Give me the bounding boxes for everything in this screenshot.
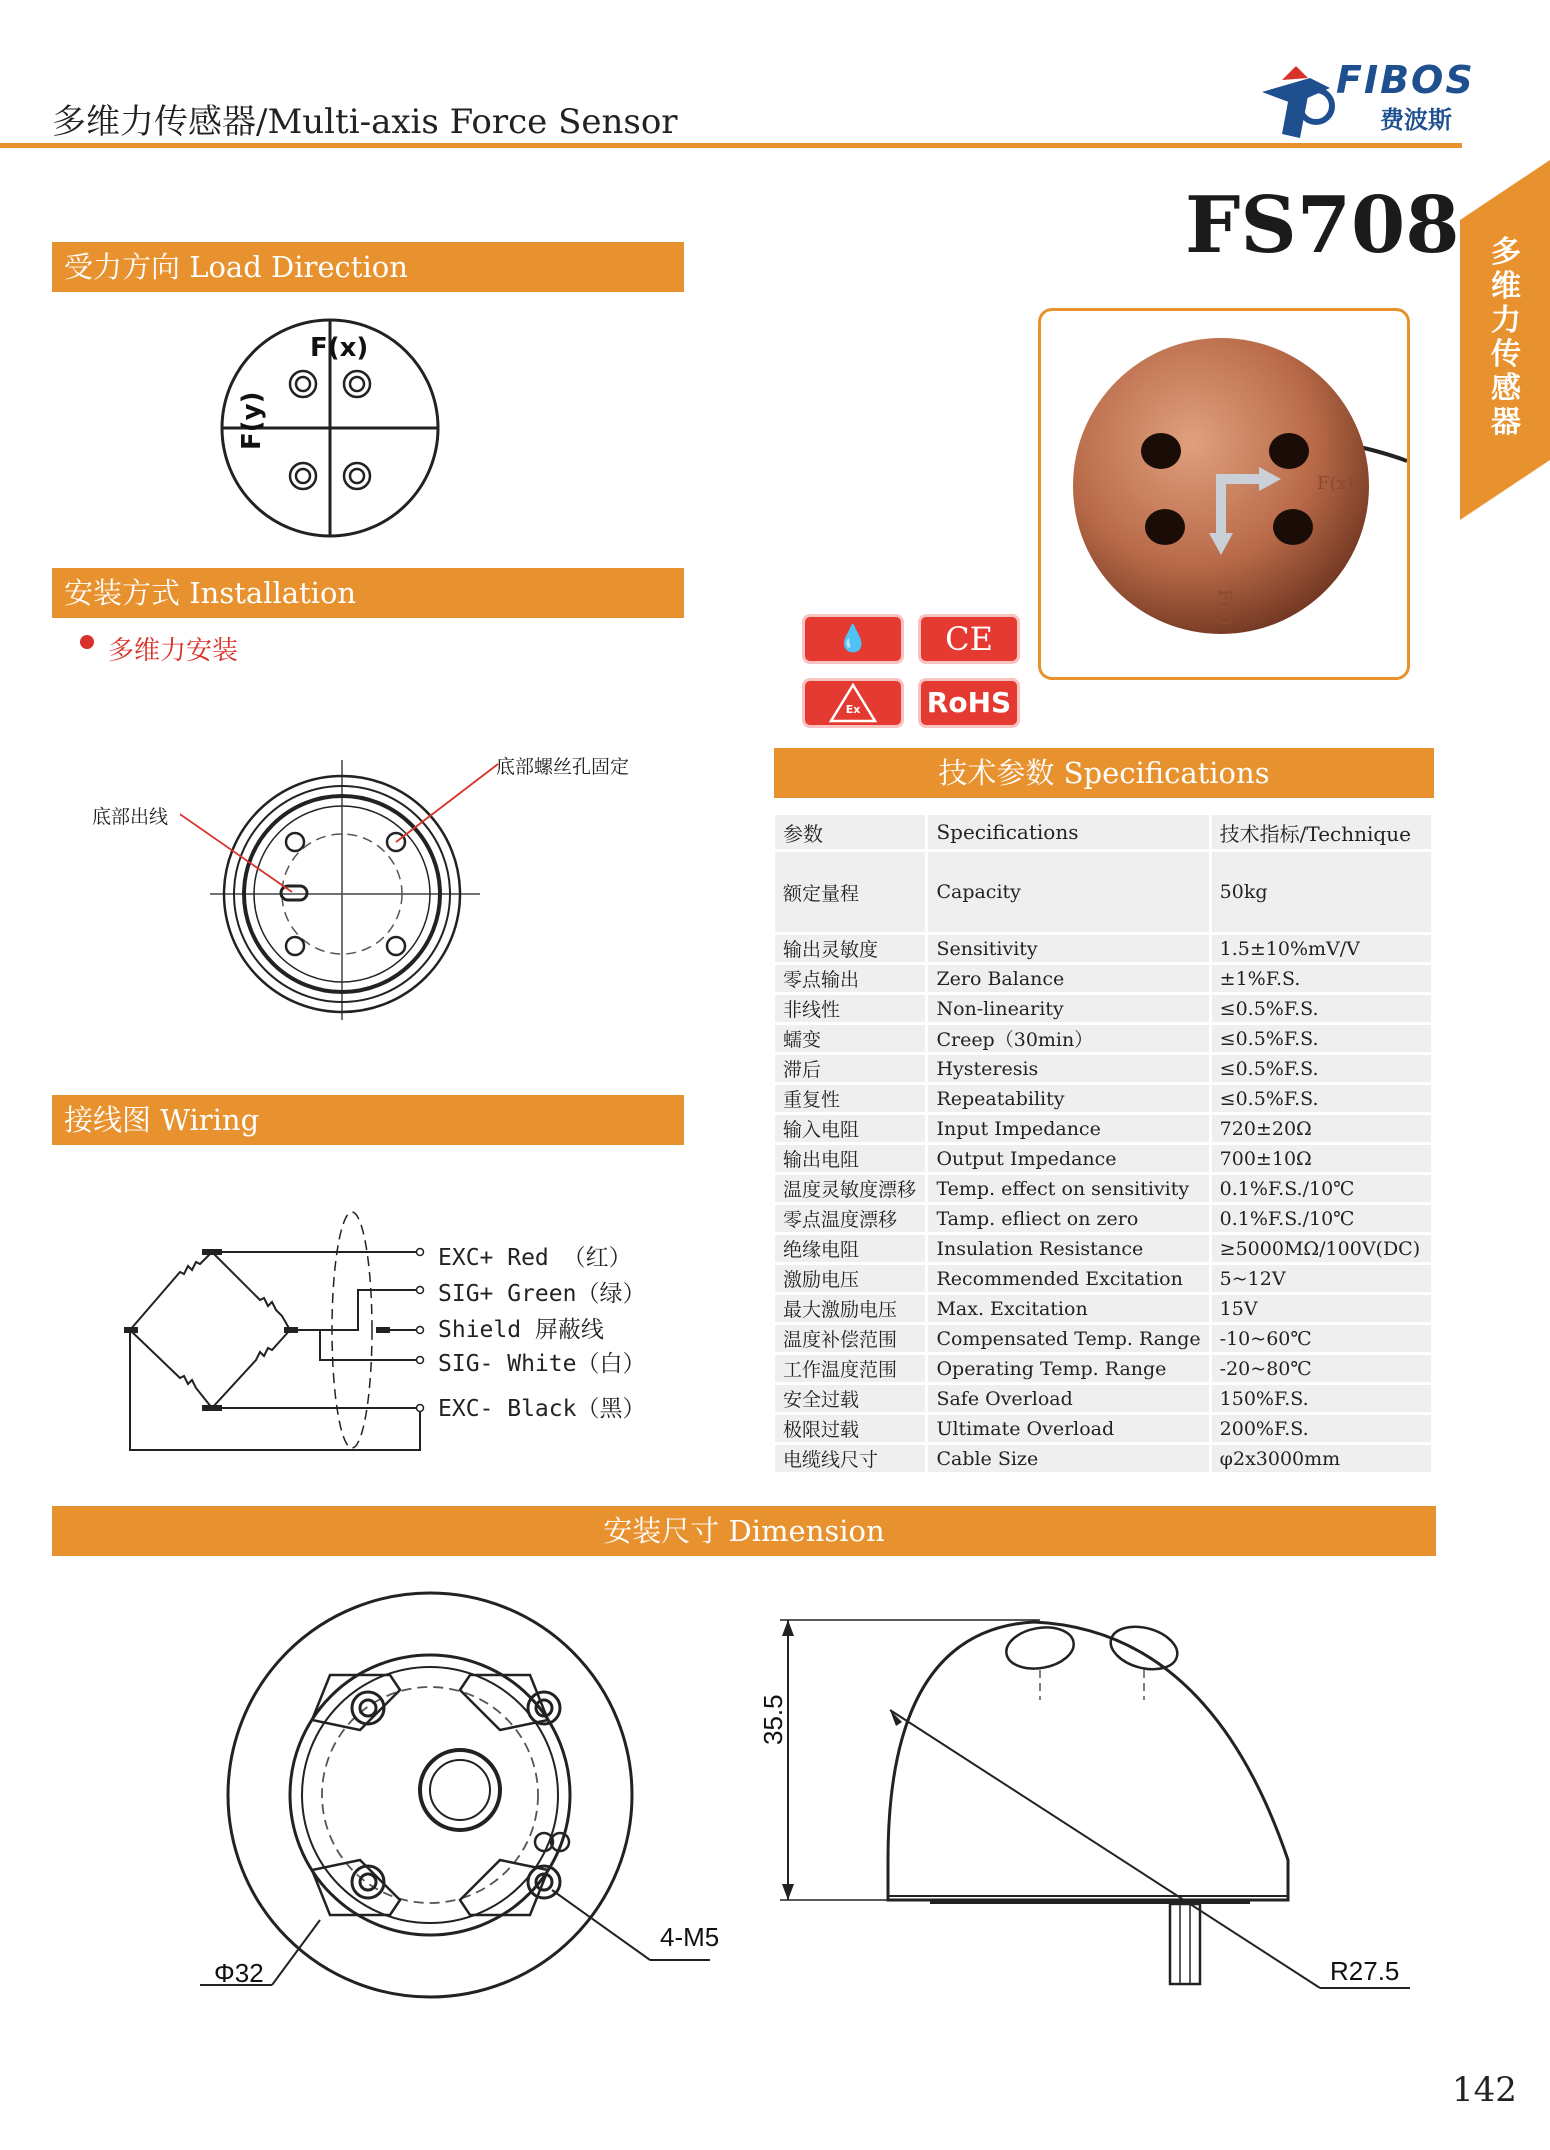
spec-cell-en: Sensitivity [928,935,1208,962]
spec-cell-en: Tamp. efliect on zero [928,1205,1208,1232]
spec-cell-cn: 温度补偿范围 [775,1325,925,1352]
product-photo [1041,311,1407,677]
spec-cell-cn: 输出电阻 [775,1145,925,1172]
product-photo-frame [1038,308,1410,680]
spec-cell-en: Zero Balance [928,965,1208,992]
table-row [775,1205,1431,1232]
callout-bottom-holes: 底部螺丝孔固定 [496,756,630,778]
spec-cell-value: 5~12V [1212,1265,1431,1292]
dimension-diameter-label: Φ32 [214,1958,264,1988]
spec-cell-value: 700±10Ω [1212,1145,1431,1172]
bullet-dot [80,635,94,649]
spec-cell-en: Capacity [928,852,1208,932]
dimension-side-view [780,1610,1420,2000]
table-row [775,1385,1431,1412]
spec-cell-value: 0.1%F.S./10℃ [1212,1175,1431,1202]
spec-cell-value: ≥5000MΩ/100V(DC) [1212,1235,1431,1262]
table-row [775,1175,1431,1202]
dimension-height-label: 35.5 [758,1694,788,1745]
page-title: 多维力传感器/Multi-axis Force Sensor [52,102,678,142]
table-row [775,1235,1431,1262]
photo-fy-label: F(y) [1214,589,1235,626]
spec-cell-en: Operating Temp. Range [928,1355,1208,1382]
section-wiring: 接线图 Wiring [52,1095,684,1145]
spec-cell-cn: 非线性 [775,995,925,1022]
spec-cell-value: ≤0.5%F.S. [1212,1055,1431,1082]
section-installation: 安装方式 Installation [52,568,684,618]
spec-cell-cn: 输出灵敏度 [775,935,925,962]
ip65-badge [802,614,904,664]
spec-cell-en: Safe Overload [928,1385,1208,1412]
page-number: 142 [1452,2070,1517,2110]
table-row [775,1145,1431,1172]
table-row [775,965,1431,992]
spec-cell-value: -20~80℃ [1212,1355,1431,1382]
spec-cell-value: ≤0.5%F.S. [1212,1085,1431,1112]
table-row [775,1325,1431,1352]
spec-cell-en: Hysteresis [928,1055,1208,1082]
spec-cell-en: Input Impedance [928,1115,1208,1142]
spec-cell-cn: 零点输出 [775,965,925,992]
table-row [775,1265,1431,1292]
spec-cell-en: Non-linearity [928,995,1208,1022]
table-row [775,935,1431,962]
dimension-radius-label: R27.5 [1330,1956,1400,1986]
ex-badge [802,678,904,728]
header-rule [0,143,1462,148]
table-row [775,852,1431,932]
ex-label: Ex [845,703,861,716]
spec-table [772,812,1434,1475]
installation-bullet: 多维力安装 [108,636,239,666]
spec-cell-en: Recommended Excitation [928,1265,1208,1292]
side-tab-label: 多维力传感器 [1491,235,1521,440]
table-row [775,1355,1431,1382]
wire-label-sig-plus: SIG+ Green（绿） [438,1281,646,1307]
dimension-top-view [200,1590,740,2010]
spec-cell-en: Insulation Resistance [928,1235,1208,1262]
spec-cell-cn: 额定量程 [775,852,925,932]
spec-header-spec: Specifications [928,815,1208,849]
table-row [775,1445,1431,1472]
spec-cell-value: ≤0.5%F.S. [1212,1025,1431,1052]
spec-cell-value: 50kg [1212,852,1431,932]
logo-cn-text: 费波斯 [1380,106,1452,134]
spec-cell-value: 0.1%F.S./10℃ [1212,1205,1431,1232]
spec-cell-value: 1.5±10%mV/V [1212,935,1431,962]
spec-cell-cn: 最大激励电压 [775,1295,925,1322]
logo-text: FIBOS [1336,58,1475,102]
table-row [775,1295,1431,1322]
spec-cell-cn: 输入电阻 [775,1115,925,1142]
water-drop-icon: 💧 [836,624,870,654]
load-direction-diagram [210,316,460,546]
spec-cell-value: 15V [1212,1295,1431,1322]
section-load-direction: 受力方向 Load Direction [52,242,684,292]
load-fx-label: F(x) [310,333,369,363]
ce-badge: CE [918,614,1020,664]
spec-cell-en: Repeatability [928,1085,1208,1112]
spec-cell-value: 720±20Ω [1212,1115,1431,1142]
spec-cell-value: ±1%F.S. [1212,965,1431,992]
spec-cell-value: ≤0.5%F.S. [1212,995,1431,1022]
table-row [775,995,1431,1022]
wire-label-shield: Shield 屏蔽线 [438,1317,604,1343]
spec-cell-en: Temp. effect on sensitivity [928,1175,1208,1202]
spec-cell-cn: 蠕变 [775,1025,925,1052]
spec-cell-cn: 重复性 [775,1085,925,1112]
wire-label-exc-plus: EXC+ Red （红） [438,1245,632,1271]
dimension-thread-label: 4-M5 [660,1922,720,1952]
model-number: FS708 [1185,180,1460,271]
spec-cell-cn: 安全过载 [775,1385,925,1412]
table-row [775,1055,1431,1082]
installation-diagram [180,760,500,1030]
spec-cell-en: Creep（30min） [928,1025,1208,1052]
wire-label-exc-minus: EXC- Black（黑） [438,1396,646,1422]
spec-cell-value: -10~60℃ [1212,1325,1431,1352]
spec-cell-cn: 温度灵敏度漂移 [775,1175,925,1202]
spec-header-param: 参数 [775,815,925,849]
spec-cell-cn: 极限过载 [775,1415,925,1442]
spec-cell-en: Compensated Temp. Range [928,1325,1208,1352]
spec-cell-en: Max. Excitation [928,1295,1208,1322]
photo-fx-label: F(x) [1317,473,1354,494]
wire-label-sig-minus: SIG- White（白） [438,1351,646,1377]
spec-cell-value: 200%F.S. [1212,1415,1431,1442]
spec-cell-cn: 工作温度范围 [775,1355,925,1382]
spec-table-header [775,815,1431,849]
wiring-bridge-diagram [120,1200,440,1460]
section-specifications: 技术参数 Specifications [774,748,1434,798]
section-dimension: 安装尺寸 Dimension [52,1506,1436,1556]
spec-cell-en: Output Impedance [928,1145,1208,1172]
spec-cell-cn: 零点温度漂移 [775,1205,925,1232]
spec-cell-cn: 滞后 [775,1055,925,1082]
spec-cell-value: φ2x3000mm [1212,1445,1431,1472]
spec-cell-value: 150%F.S. [1212,1385,1431,1412]
table-row [775,1025,1431,1052]
rohs-badge: RoHS [918,678,1020,728]
table-row [775,1085,1431,1112]
load-fy-label: F(y) [237,391,267,450]
table-row [775,1115,1431,1142]
callout-bottom-cable: 底部出线 [92,806,169,828]
spec-cell-cn: 绝缘电阻 [775,1235,925,1262]
spec-cell-en: Cable Size [928,1445,1208,1472]
ex-triangle-icon [805,681,901,725]
spec-cell-cn: 激励电压 [775,1265,925,1292]
spec-header-technique: 技术指标/Technique [1212,815,1431,849]
spec-cell-cn: 电缆线尺寸 [775,1445,925,1472]
table-row [775,1415,1431,1442]
spec-cell-en: Ultimate Overload [928,1415,1208,1442]
